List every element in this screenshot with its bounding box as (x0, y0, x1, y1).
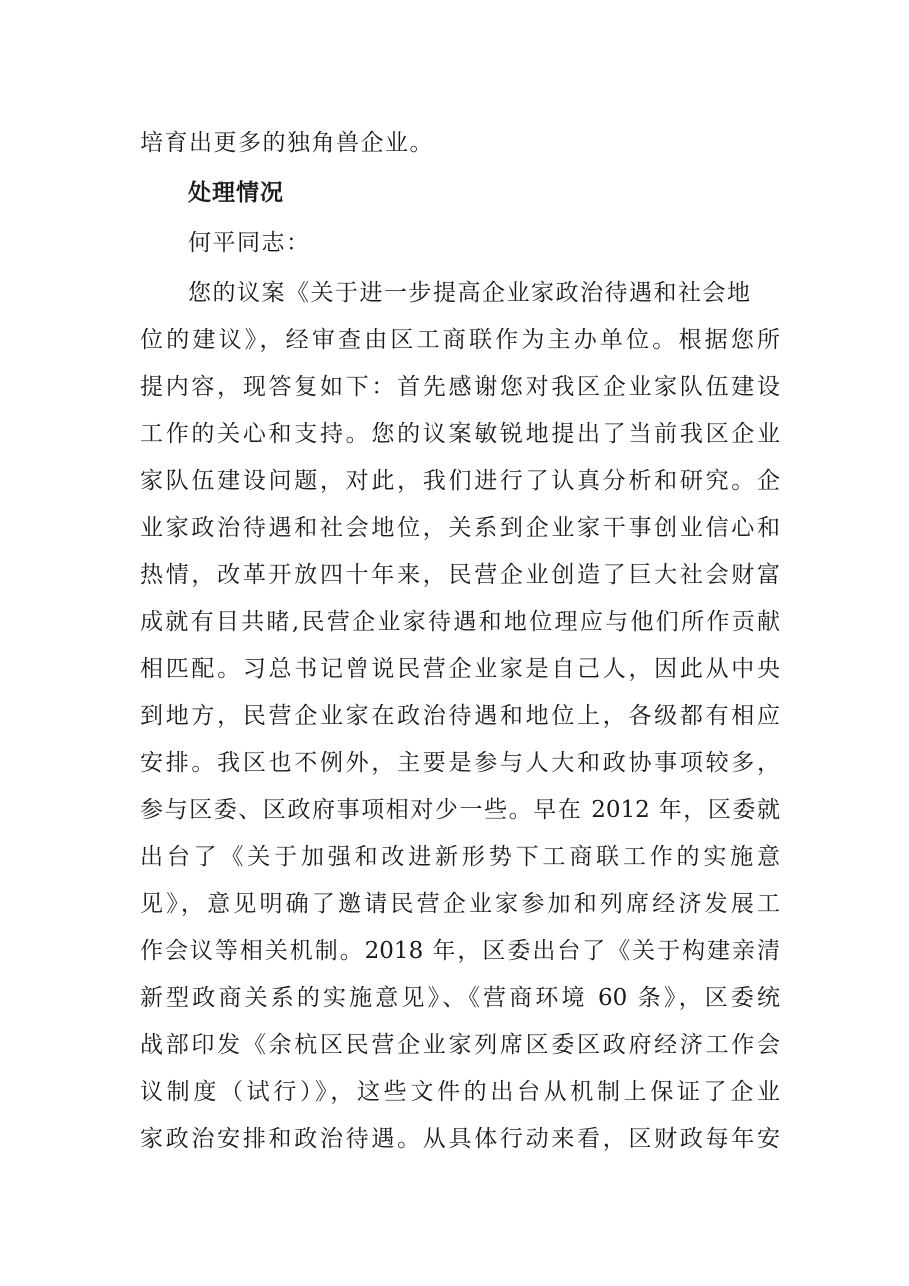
body-line: 安排。我区也不例外，主要是参与人大和政协事项较多， (140, 750, 780, 776)
body-line: 您的议案《关于进一步提高企业家政治待遇和社会地 (188, 280, 752, 306)
body-line: 见》，意见明确了邀请民营企业家参加和列席经济发展工 (140, 891, 780, 917)
body-line: 家政治安排和政治待遇。从具体行动来看，区财政每年安 (140, 1126, 780, 1152)
body-line: 新型政商关系的实施意见》、《营商环境 60 条》，区委统 (140, 985, 780, 1011)
body-line: 热情，改革开放四十年来，民营企业创造了巨大社会财富 (140, 562, 780, 588)
body-line: 出台了《关于加强和改进新形势下工商联工作的实施意 (140, 844, 780, 870)
section-heading: 处理情况 (188, 180, 284, 206)
body-line: 家队伍建设问题，对此，我们进行了认真分析和研究。企 (140, 468, 780, 494)
body-line: 提内容，现答复如下：首先感谢您对我区企业家队伍建设 (140, 374, 780, 400)
body-line: 议制度（试行）》，这些文件的出台从机制上保证了企业 (140, 1079, 780, 1105)
body-line: 战部印发《余杭区民营企业家列席区委区政府经济工作会 (140, 1032, 780, 1058)
body-line: 作会议等相关机制。2018 年，区委出台了《关于构建亲清 (140, 938, 780, 964)
body-line: 业家政治待遇和社会地位，关系到企业家干事创业信心和 (140, 515, 780, 541)
body-line: 参与区委、区政府事项相对少一些。早在 2012 年，区委就 (140, 797, 780, 823)
body-line: 相匹配。习总书记曾说民营企业家是自己人，因此从中央 (140, 656, 780, 682)
body-line: 成就有目共睹,民营企业家待遇和地位理应与他们所作贡献 (140, 609, 780, 635)
body-line: 位的建议》，经审查由区工商联作为主办单位。根据您所 (140, 327, 780, 353)
body-line: 到地方，民营企业家在政治待遇和地位上，各级都有相应 (140, 703, 780, 729)
salutation: 何平同志： (188, 230, 311, 256)
body-line: 工作的关心和支持。您的议案敏锐地提出了当前我区企业 (140, 421, 780, 447)
intro-line: 培育出更多的独角兽企业。 (140, 130, 434, 156)
